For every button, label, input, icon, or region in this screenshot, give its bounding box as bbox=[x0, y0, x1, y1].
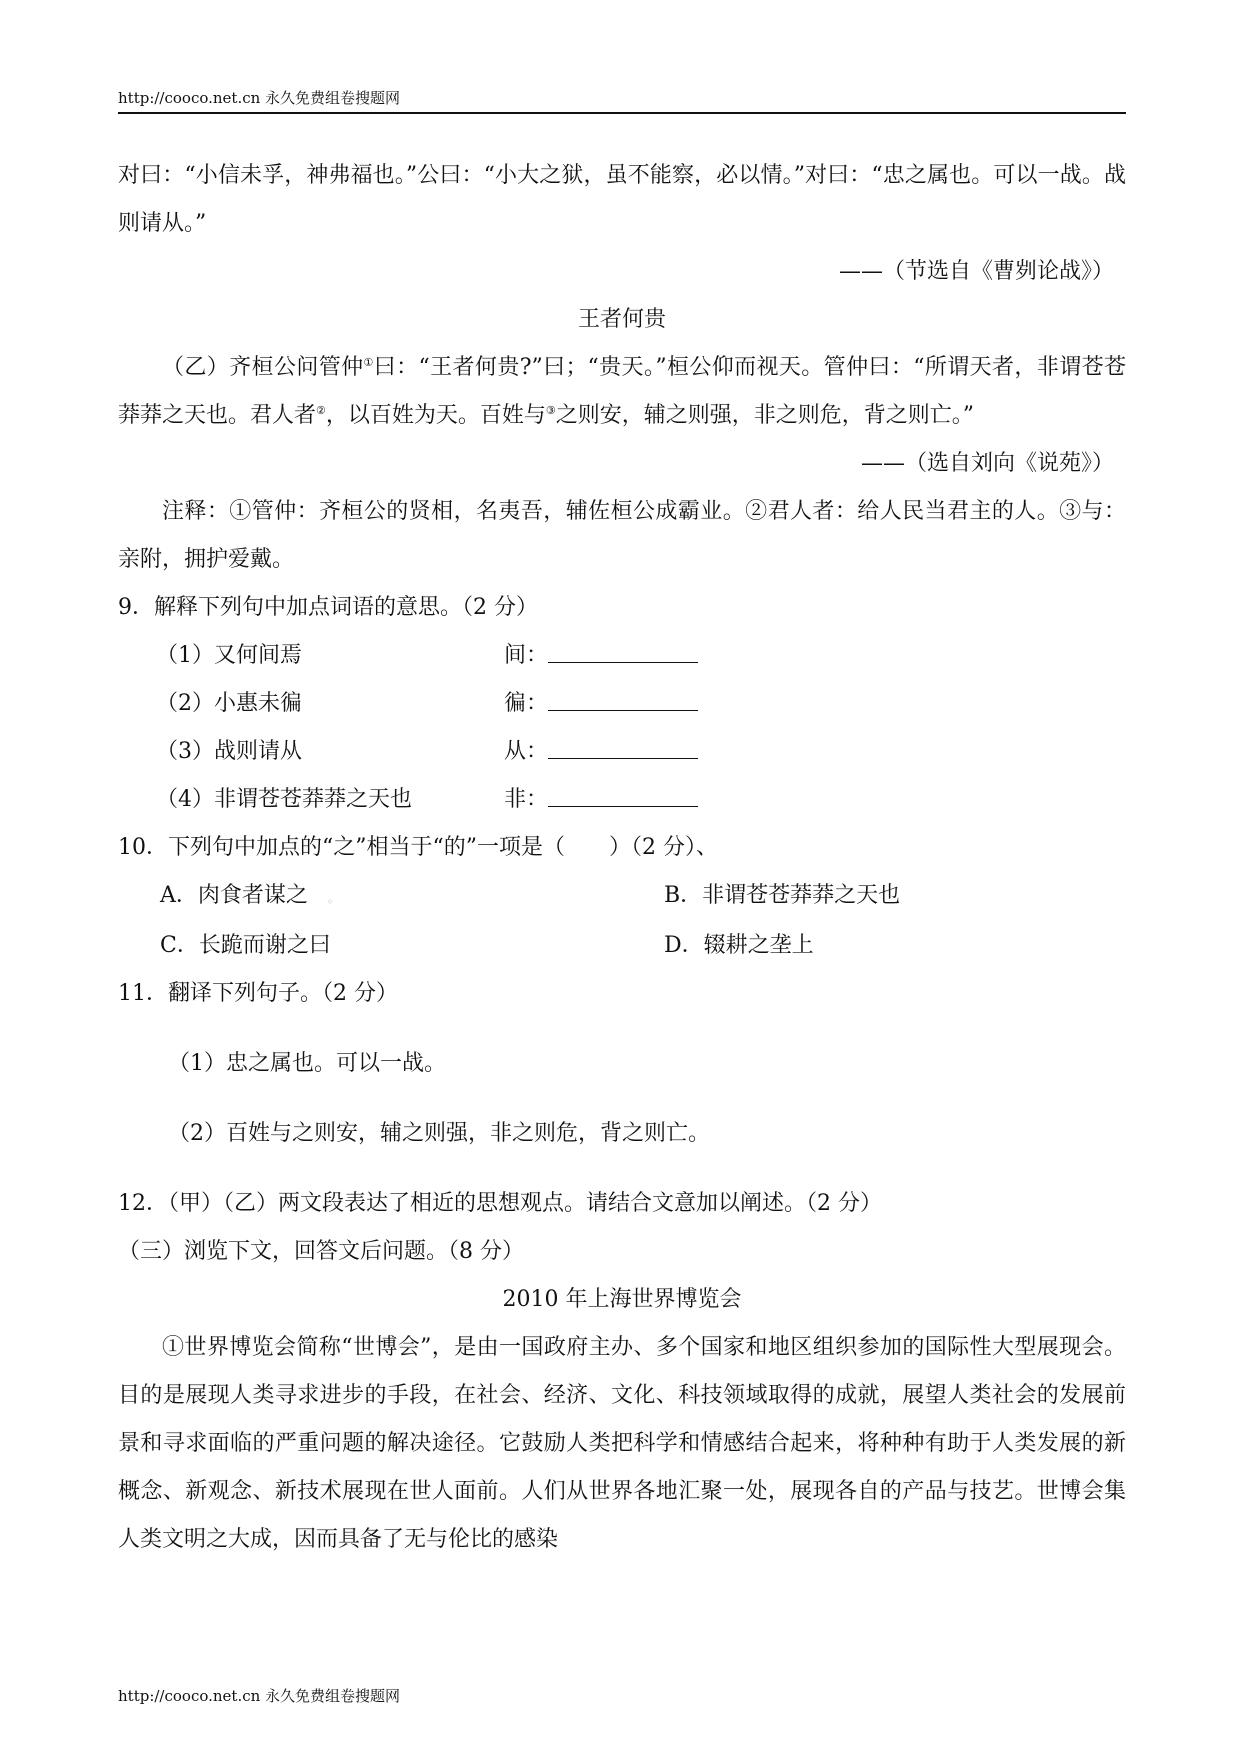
q9-item-text: （1）又何间焉 bbox=[156, 643, 302, 668]
note-mark: ③ bbox=[545, 404, 556, 417]
q9-item-text: （3）战则请从 bbox=[156, 739, 302, 764]
q9-item-text: （2）小惠未徧 bbox=[156, 691, 302, 716]
q9-stem: 9．解释下列句中加点词语的意思。（2 分） bbox=[118, 595, 538, 620]
q10-option-c: C．长跪而谢之曰 bbox=[160, 933, 331, 958]
passage-yi-segment: ，以百姓为天。百姓与 bbox=[325, 403, 546, 428]
q12-stem: 12．（甲）（乙）两文段表达了相近的思想观点。请结合文意加以阐述。（2 分） bbox=[118, 1191, 882, 1216]
passage-yi-notes: 注释：①管仲：齐桓公的贤相，名夷吾，辅佐桓公成霸业。②君人者：给人民当君主的人。③与：亲附，拥护爱戴。 bbox=[118, 499, 1126, 572]
q9-item bbox=[118, 632, 1126, 680]
q9-item-word: 徧： bbox=[504, 691, 549, 716]
passage-yi-title: 王者何贵 bbox=[577, 307, 666, 332]
q10-options-row bbox=[118, 872, 1126, 922]
note-mark: ② bbox=[316, 404, 326, 417]
q11-item: （1）忠之属也。可以一战。 bbox=[168, 1051, 446, 1076]
document-body bbox=[118, 152, 1126, 1564]
q9-item bbox=[118, 728, 1126, 776]
q9-item-word: 从： bbox=[504, 739, 549, 764]
q9-item bbox=[118, 776, 1126, 824]
section3-heading: （三）浏览下文，回答文后问题。（8 分） bbox=[118, 1239, 524, 1264]
passage-jia-source: ——（节选自《曹刿论战》） bbox=[838, 259, 1114, 284]
q9-item bbox=[118, 680, 1126, 728]
q9-item-word: 非： bbox=[504, 787, 549, 812]
q10-option-b: B．非谓苍苍莽莽之天也 bbox=[664, 883, 901, 908]
q11-item: （2）百姓与之则安，辅之则强，非之则危，背之则亡。 bbox=[168, 1121, 710, 1146]
q11-stem: 11．翻译下列句子。（2 分） bbox=[118, 981, 398, 1006]
note-mark: ① bbox=[363, 356, 374, 369]
passage-yi-segment: 曰：“王者何贵?”曰；“贵天。”桓公仰而视天。管仲曰：“所谓天者，非谓苍苍莽莽之天也。君人者 bbox=[118, 355, 1126, 428]
passage-jia-text: 对曰：“小信未孚，神弗福也。”公曰：“小大之狱，虽不能察，必以情。”对曰：“忠之属也。可以一战。战则请从。” bbox=[118, 163, 1126, 236]
q9-item-word: 间： bbox=[504, 643, 549, 668]
answer-blank[interactable] bbox=[548, 632, 698, 663]
page-footer: http://cooco.net.cn 永久免费组卷搜题网 bbox=[118, 1687, 401, 1705]
stray-mark: 。 bbox=[327, 891, 340, 905]
q10-stem: 10．下列句中加点的“之”相当于“的”一项是（ ）（2 分）、 bbox=[118, 835, 718, 860]
section3-title: 2010 年上海世界博览会 bbox=[502, 1287, 742, 1312]
section3-para1: ①世界博览会简称“世博会”，是由一国政府主办、多个国家和地区组织参加的国际性大型展现会。目的是展现人类寻求进步的手段，在社会、经济、文化、科技领域取得的成就，展望人类社会的发展前景和寻求面临的严重问题的解决途径。它鼓励人类把科学和情感结合起来，将种种有助于人类发展的新概念、新观念、新技术展现在世人面前。人们从世界各地汇聚一处，展现各自的产品与技艺。世博会集人类文明之大成，因而具备了无与伦比的感染 bbox=[118, 1335, 1126, 1552]
passage-yi-segment: （乙）齐桓公问管仲 bbox=[162, 355, 364, 380]
passage-yi-source: ——（选自刘向《说苑》） bbox=[860, 451, 1114, 476]
passage-yi-segment: 之则安，辅之则强，非之则危，背之则亡。” bbox=[555, 403, 975, 428]
page-header: http://cooco.net.cn 永久免费组卷搜题网 bbox=[118, 88, 1126, 114]
passage-yi-text bbox=[118, 344, 1126, 440]
q9-item-text: （4）非谓苍苍莽莽之天也 bbox=[156, 787, 412, 812]
answer-blank[interactable] bbox=[548, 728, 698, 759]
q10-option-a-text: A．肉食者谋之 bbox=[160, 883, 308, 908]
q10-options-row bbox=[118, 922, 1126, 970]
answer-blank[interactable] bbox=[548, 776, 698, 807]
answer-blank[interactable] bbox=[548, 680, 698, 711]
q10-option-a bbox=[118, 872, 622, 922]
q10-option-d: D．辍耕之垄上 bbox=[664, 933, 814, 958]
